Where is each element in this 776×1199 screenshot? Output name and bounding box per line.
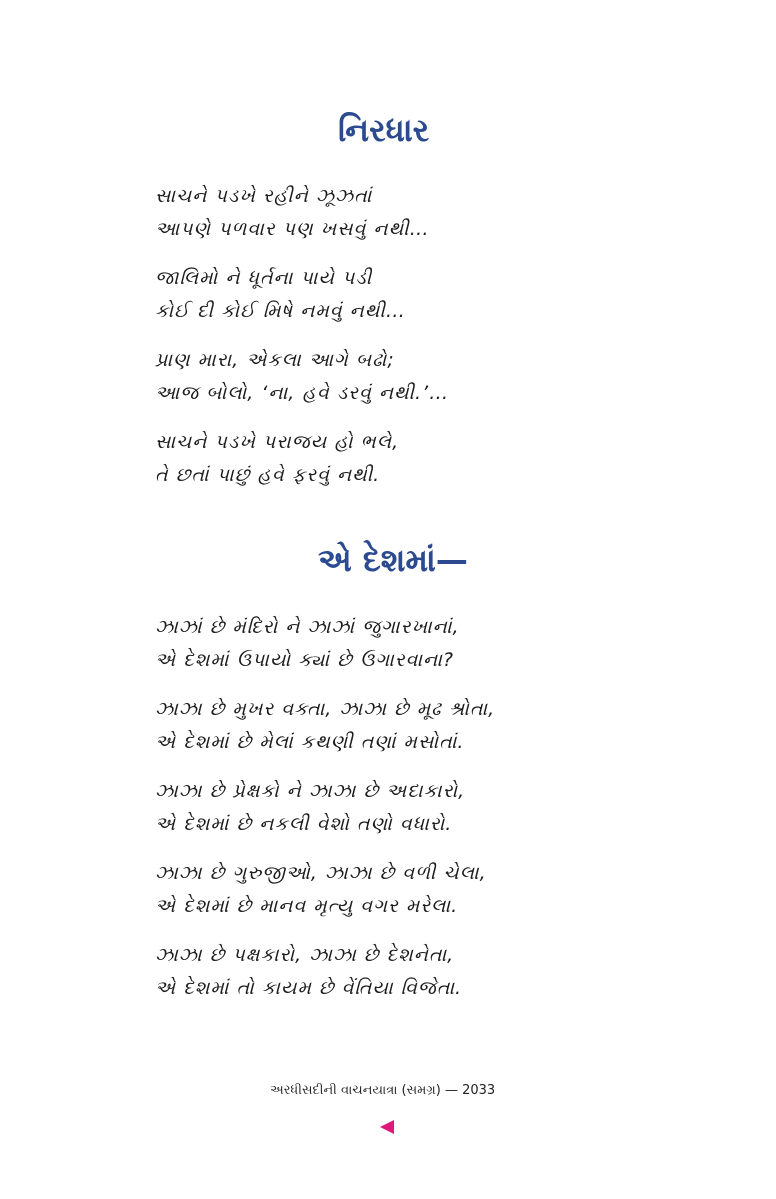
stanza: [155, 693, 495, 759]
stanza: [155, 611, 495, 677]
poem-title: નિરધાર: [338, 111, 430, 149]
stanza: [155, 426, 449, 492]
stanza: [155, 857, 495, 923]
stanza: [155, 775, 495, 841]
poem-line: સાચને પડખે પરાજય હો ભલે,: [155, 431, 400, 453]
poem-line: ઝાઝાં છે મંદિરો ને ઝાઝાં જુગારખાનાં,: [155, 616, 460, 638]
poem-line: ઝાઝા છે પક્ષકારો, ઝાઝા છે દેશનેતા,: [155, 944, 455, 966]
poem-line: ઝાઝા છે પ્રેક્ષકો ને ઝાઝા છે અદાકારો,: [155, 780, 466, 802]
poem-line: એ દેશમાં ઉપાયો ક્યાં છે ઉગારવાના?: [155, 649, 454, 671]
poem-body: [155, 611, 495, 1021]
poem-line: એ દેશમાં છે મેલાં કથણી તણાં મસોતાં.: [155, 731, 465, 753]
poem-line: ઝાઝા છે મુખર વક્તા, ઝાઝા છે મૂઢ શ્રોતા,: [155, 698, 496, 720]
poem-line: સાચને પડખે રહીને ઝૂઝતાં: [155, 185, 373, 207]
poem-line: આપણે પળવાર પણ ખસવું નથી…: [155, 218, 430, 240]
poem-title: એ દેશમાં—: [318, 541, 468, 579]
poem-line: પ્રાણ મારા, એકલા આગે બઢો;: [155, 349, 395, 371]
poem-line: એ દેશમાં તો કાયમ છે વેંતિયા વિજેતા.: [155, 977, 463, 999]
poem-line: એ દેશમાં છે માનવ મૃત્યુ વગર મરેલા.: [155, 895, 459, 917]
stanza: [155, 344, 449, 410]
poem-line: એ દેશમાં છે નકલી વેશો તણો વધારો.: [155, 813, 453, 835]
stanza: [155, 262, 449, 328]
triangle-left-icon[interactable]: [380, 1120, 394, 1134]
poem-line: તે છતાં પાછું હવે ફરવું નથી.: [155, 464, 381, 486]
poem-body: [155, 180, 449, 508]
poem-line: જાલિમો ને ધૂર્તના પાયે પડી: [155, 267, 373, 289]
poem-line: આજ બોલો, ‘ના, હવે ડરવું નથી.’…: [155, 382, 450, 404]
stanza: [155, 939, 495, 1005]
poem-line: કોઈ દી કોઈ મિષે નમવું નથી…: [155, 300, 406, 322]
page-footer: અરધીસદીની વાચનયાત્રા (સમગ્ર) — 2033: [270, 1083, 496, 1098]
stanza: [155, 180, 449, 246]
poem-line: ઝાઝા છે ગુરુજીઓ, ઝાઝા છે વળી ચેલા,: [155, 862, 487, 884]
